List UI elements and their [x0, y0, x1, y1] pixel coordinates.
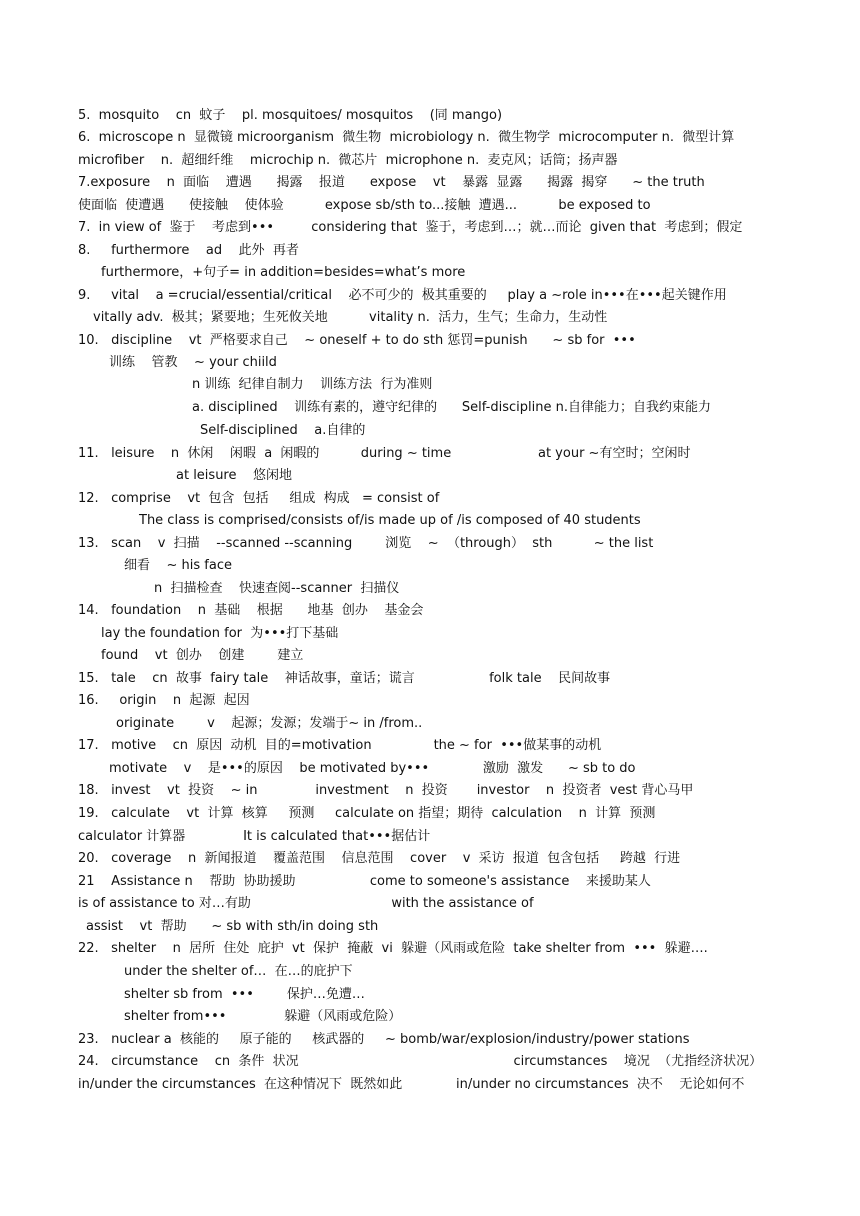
entry-18-invest: 18. invest vt 投资 ~ in investment n 投资 investor n 投资者 vest 背心马甲 [78, 783, 694, 798]
entry-13-line-3: n 扫描检查 快速查阅--scanner 扫描仪 [154, 581, 400, 596]
entry-7-exposure: 7.exposure n 面临 遭遇 揭露 报道 expose vt 暴露 显露 揭露 揭穿 ~ the truth [78, 175, 705, 190]
entry-24-circumstance: 24. circumstance cn 条件 状况 circumstances 境况 （尤指经济状况） [78, 1054, 763, 1069]
entry-6-microscope: 6. microscope n 显微镜 microorganism 微生物 microbiology n. 微生物学 microcomputer n. 微型计算 [78, 130, 735, 145]
entry-15-tale: 15. tale cn 故事 fairy tale 神话故事，童话；谎言 folk tale 民间故事 [78, 671, 611, 686]
entry-13-scan: 13. scan v 扫描 --scanned --scanning 浏览 ~ （through） sth ~ the list [78, 536, 654, 551]
entry-22-line-2: under the shelter of… 在…的庇护下 [124, 964, 353, 979]
entry-13-line-2: 细看 ~ his face [124, 558, 232, 573]
entry-22-shelter: 22. shelter n 居所 住处 庇护 vt 保护 掩蔽 vi 躲避（风雨或危险 take shelter from ••• 躲避…. [78, 941, 708, 956]
entry-21-line-3: assist vt 帮助 ~ sb with sth/in doing sth [86, 919, 379, 934]
entry-20-coverage: 20. coverage n 新闻报道 覆盖范围 信息范围 cover v 采访 报道 包含包括 跨越 行进 [78, 851, 681, 866]
entry-17-continued: motivate v 是•••的原因 be motivated by••• 激励 激发 ~ sb to do [109, 761, 636, 776]
entry-19-continued: calculator 计算器 It is calculated that•••据估计 [78, 829, 431, 844]
entry-7-in-view-of: 7. in view of 鉴于 考虑到••• considering that 鉴于，考虑到…；就…而论 given that 考虑到；假定 [78, 220, 743, 235]
entry-21-assistance: 21 Assistance n 帮助 协助援助 come to someone's assistance 来援助某人 [78, 874, 651, 889]
entry-9-vital: 9. vital a =crucial/essential/critical 必不可少的 极其重要的 play a ~role in•••在•••起关键作用 [78, 288, 727, 303]
entry-10-line-2: 训练 管教 ~ your chiild [109, 355, 277, 370]
entry-14-line-3: found vt 创办 创建 建立 [101, 648, 304, 663]
entry-11-continued: at leisure 悠闲地 [176, 468, 293, 483]
entry-23-nuclear: 23. nuclear a 核能的 原子能的 核武器的 ~ bomb/war/explosion/industry/power stations [78, 1032, 690, 1047]
entry-9-continued: vitally adv. 极其；紧要地；生死攸关地 vitality n. 活力，生气；生命力，生动性 [93, 310, 608, 325]
entry-16-origin: 16. origin n 起源 起因 [78, 693, 250, 708]
entry-21-line-2: is of assistance to 对…有助 with the assistance of [78, 896, 534, 911]
entry-22-line-4: shelter from••• 躲避（风雨或危险） [124, 1009, 402, 1024]
entry-17-motive: 17. motive cn 原因 动机 目的=motivation the ~ for •••做某事的动机 [78, 738, 602, 753]
entry-10-line-4: a. disciplined 训练有素的，遵守纪律的 Self-discipline n.自律能力；自我约束能力 [192, 400, 711, 415]
entry-14-line-2: lay the foundation for 为•••打下基础 [101, 626, 339, 641]
entry-6-continued: microfiber n. 超细纤维 microchip n. 微芯片 microphone n. 麦克风；话筒；扬声器 [78, 153, 618, 168]
entry-5-mosquito: 5. mosquito cn 蚊子 pl. mosquitoes/ mosquitos (同 mango) [78, 108, 503, 123]
entry-7-exposure-continued: 使面临 使遭遇 使接触 使体验 expose sb/sth to...接触 遭遇... be exposed to [78, 198, 651, 213]
entry-8-furthermore: 8. furthermore ad 此外 再者 [78, 243, 299, 258]
entry-14-foundation: 14. foundation n 基础 根据 地基 创办 基金会 [78, 603, 424, 618]
entry-10-line-5: Self-disciplined a.自律的 [200, 423, 366, 438]
entry-12-example: The class is comprised/consists of/is made up of /is composed of 40 students [139, 513, 641, 528]
entry-8-continued: furthermore，+句子= in addition=besides=what’s more [101, 265, 466, 280]
entry-10-discipline: 10. discipline vt 严格要求自己 ~ oneself + to do sth 惩罚=punish ~ sb for ••• [78, 333, 636, 348]
entry-10-line-3: n 训练 纪律自制力 训练方法 行为准则 [192, 377, 433, 392]
entry-22-line-3: shelter sb from ••• 保护…免遭… [124, 987, 365, 1002]
entry-12-comprise: 12. comprise vt 包含 包括 组成 构成 = consist of [78, 491, 440, 506]
entry-16-continued: originate v 起源；发源；发端于~ in /from.. [116, 716, 423, 731]
entry-11-leisure: 11. leisure n 休闲 闲暇 a 闲暇的 during ~ time at your ~有空时；空闲时 [78, 446, 691, 461]
entry-24-continued: in/under the circumstances 在这种情况下 既然如此 in/under no circumstances 决不 无论如何不 [78, 1077, 745, 1092]
entry-19-calculate: 19. calculate vt 计算 核算 预测 calculate on 指望；期待 calculation n 计算 预测 [78, 806, 656, 821]
